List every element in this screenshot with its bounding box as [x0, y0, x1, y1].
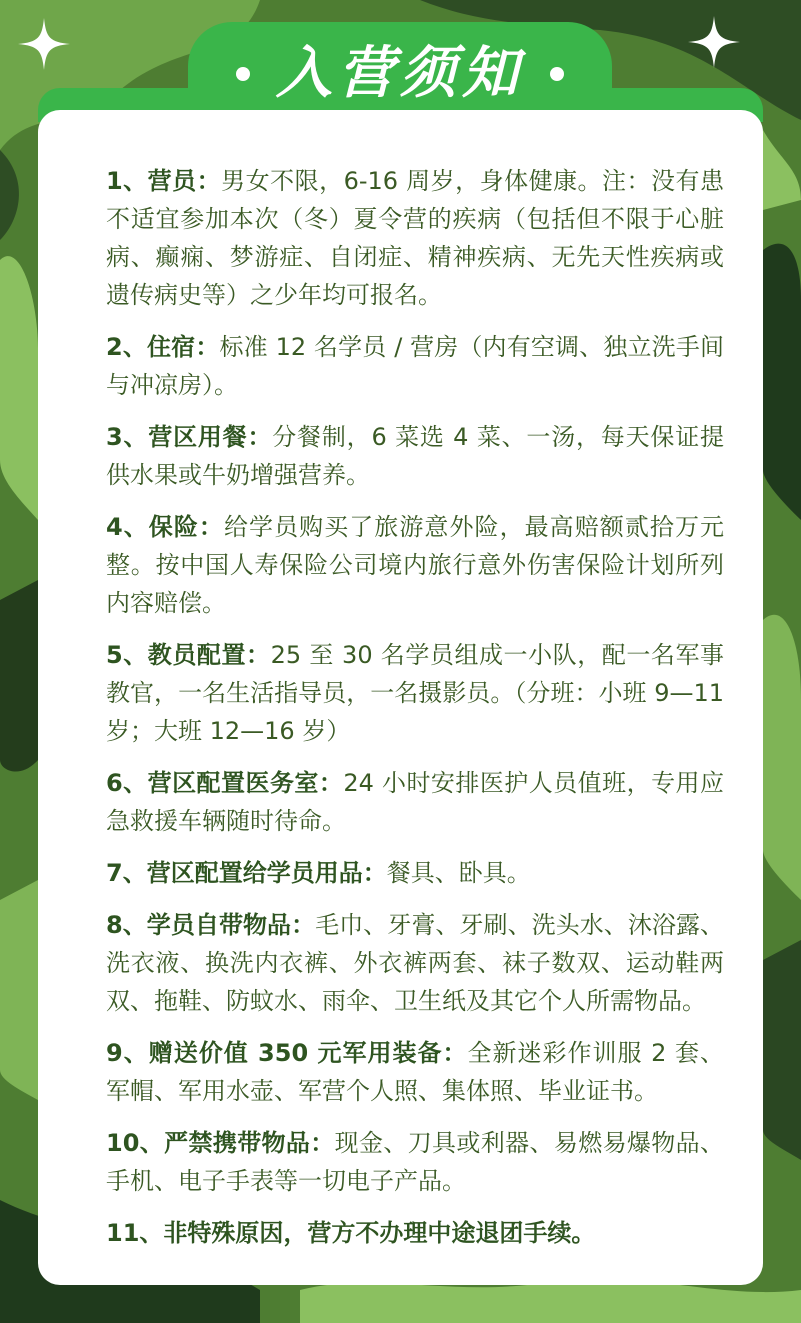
- notice-label: 8、学员自带物品：: [106, 911, 316, 939]
- notice-text: 毛巾、牙膏、牙刷、洗头水、沐浴露、洗衣液、换洗内衣裤、外衣裤两套、袜子数双、运动鞋两双、拖鞋、防蚊水、雨伞、卫生纸及其它个人所需物品。: [106, 911, 725, 1015]
- notice-list: [106, 162, 724, 1266]
- notice-label: 4、保险：: [106, 513, 224, 541]
- notice-item: [106, 764, 724, 840]
- notice-item: [106, 906, 724, 1020]
- notice-item: [106, 636, 724, 750]
- notice-label: 3、营区用餐：: [106, 423, 273, 451]
- notice-label: 11、非特殊原因，营方不办理中途退团手续。: [106, 1219, 596, 1247]
- notice-text: 分餐制，6 菜选 4 菜、一汤，每天保证提供水果或牛奶增强营养。: [106, 423, 724, 489]
- notice-item: [106, 328, 724, 404]
- notice-text: 男女不限，6-16 周岁，身体健康。注：没有患不适宜参加本次（冬）夏令营的疾病（包括但不限于心脏病、癫痫、梦游症、自闭症、精神疾病、无先天性疾病或遗传病史等）之少年均可报名。: [106, 167, 724, 309]
- notice-label: 9、赠送价值 350 元军用装备：: [106, 1039, 468, 1067]
- sparkle-icon: [18, 18, 70, 70]
- notice-item: [106, 1124, 724, 1200]
- notice-item: [106, 508, 724, 622]
- notice-label: 7、营区配置给学员用品：: [106, 859, 387, 887]
- notice-item: [106, 1214, 724, 1252]
- notice-text: 25 至 30 名学员组成一小队，配一名军事教官，一名生活指导员，一名摄影员。（分班：小班 9—11 岁；大班 12—16 岁）: [106, 641, 724, 745]
- notice-text: 给学员购买了旅游意外险，最高赔额贰拾万元整。按中国人寿保险公司境内旅行意外伤害保险计划所列内容赔偿。: [106, 513, 725, 617]
- notice-label: 10、严禁携带物品：: [106, 1129, 335, 1157]
- notice-label: 1、营员：: [106, 167, 222, 195]
- notice-text: 全新迷彩作训服 2 套、军帽、军用水壶、军营个人照、集体照、毕业证书。: [106, 1039, 724, 1105]
- notice-label: 2、住宿：: [106, 333, 220, 361]
- notice-label: 5、教员配置：: [106, 641, 271, 669]
- bullet-dot-icon: [550, 67, 564, 81]
- notice-item: [106, 162, 724, 314]
- title-row: [188, 34, 612, 114]
- page-title: 入营须知: [276, 41, 524, 106]
- notice-text: 现金、刀具或利器、易燃易爆物品、手机、电子手表等一切电子产品。: [106, 1129, 724, 1195]
- sparkle-icon: [688, 16, 740, 68]
- notice-item: [106, 418, 724, 494]
- bullet-dot-icon: [236, 67, 250, 81]
- notice-text: 24 小时安排医护人员值班，专用应急救援车辆随时待命。: [106, 769, 725, 835]
- notice-item: [106, 1034, 724, 1110]
- notice-text: 标准 12 名学员 / 营房（内有空调、独立洗手间与冲凉房）。: [106, 333, 724, 399]
- notice-item: [106, 854, 724, 892]
- notice-label: 6、营区配置医务室：: [106, 769, 344, 797]
- notice-text: 餐具、卧具。: [386, 859, 531, 887]
